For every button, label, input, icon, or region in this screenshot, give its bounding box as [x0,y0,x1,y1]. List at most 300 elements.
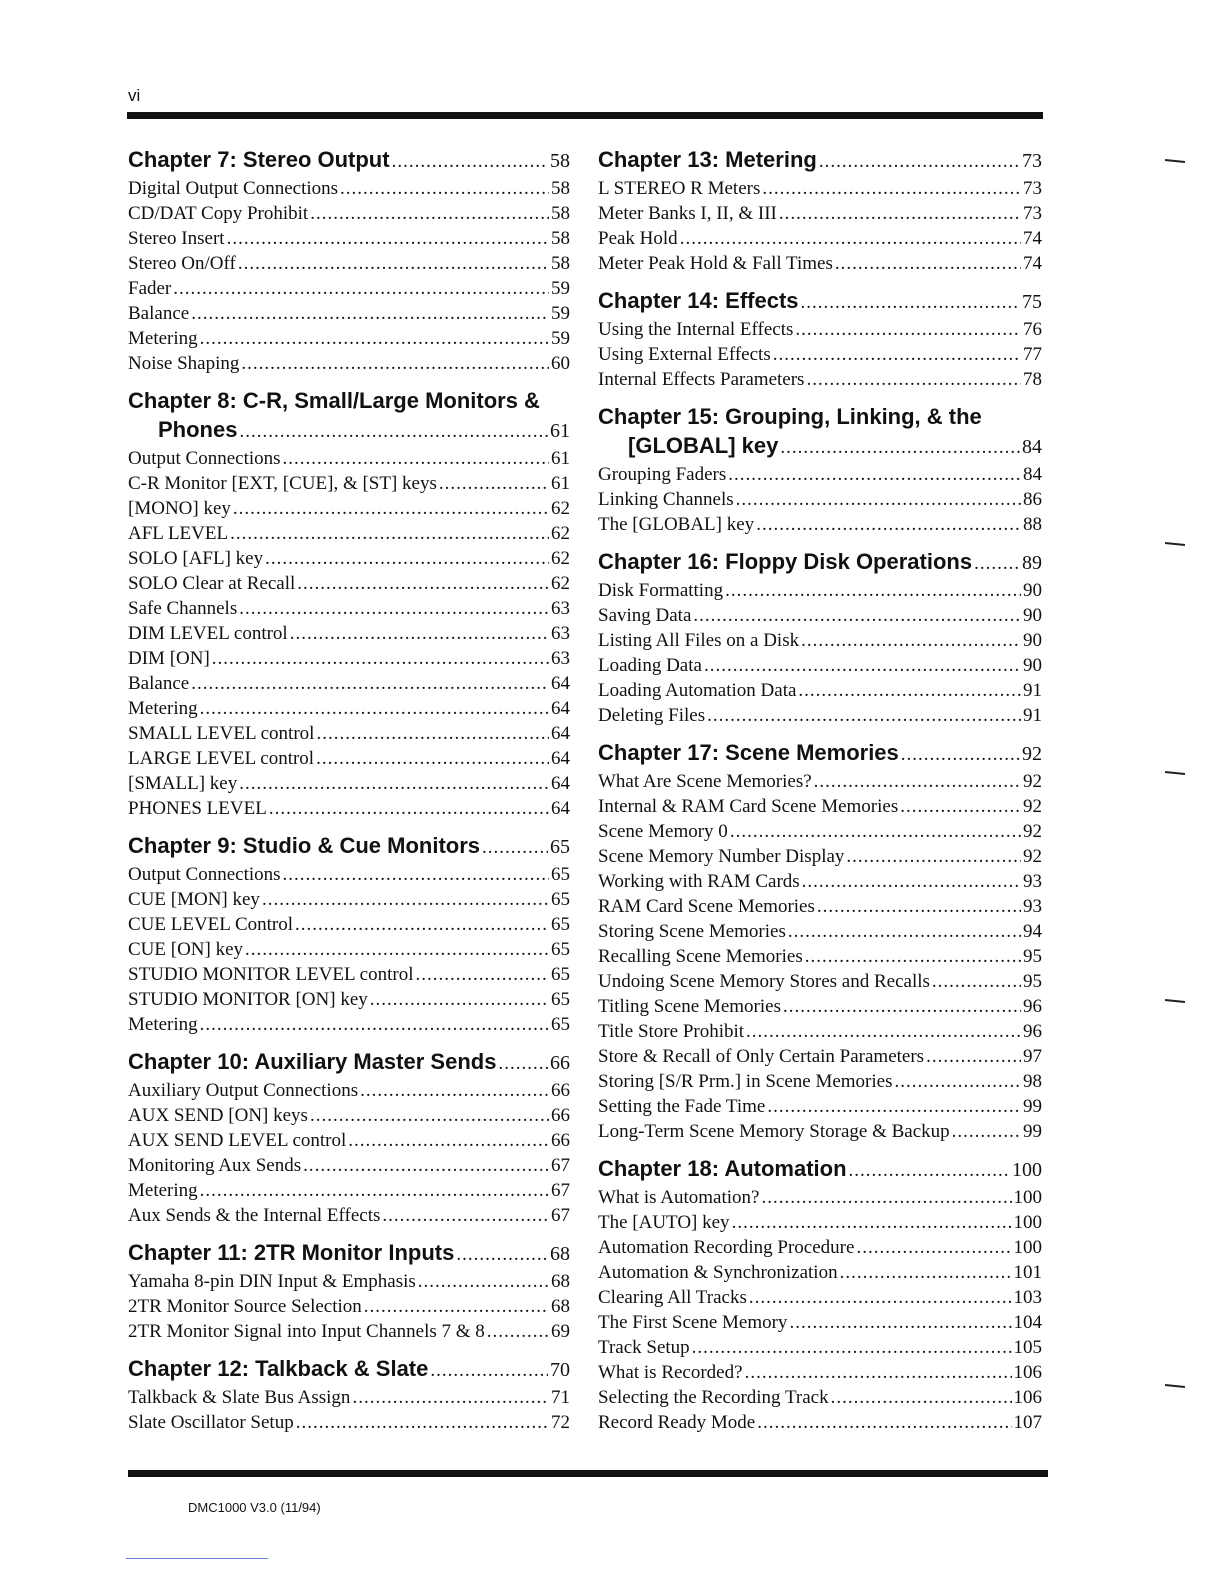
chapter-heading[interactable] [598,145,1042,176]
entry-page-number: 92 [1023,771,1042,792]
entry-page-number: 65 [551,939,570,960]
entry-label: Titling Scene Memories [598,996,781,1017]
chapter-page-number: 100 [1012,1159,1042,1181]
chapter-title-text: Chapter 17: Scene Memories [598,740,899,765]
toc-entry[interactable] [598,869,1042,894]
toc-entry[interactable] [128,862,570,887]
entry-page-number: 73 [1023,178,1042,199]
entry-label: Slate Oscillator Setup [128,1412,294,1433]
entry-page-number: 64 [551,773,570,794]
entry-label: Meter Peak Hold & Fall Times [598,253,833,274]
toc-entry[interactable] [128,771,570,796]
dot-leader [430,1356,548,1385]
toc-entry[interactable] [598,176,1042,201]
chapter-title-text: Chapter 16: Floppy Disk Operations [598,549,973,574]
toc-chapter [598,1154,1042,1435]
dot-leader [303,1153,549,1178]
dot-leader [382,1203,549,1228]
toc-entry[interactable] [598,251,1042,276]
dot-leader [773,342,1021,367]
dot-leader [498,1049,548,1078]
toc-entry[interactable] [128,1410,570,1435]
toc-entry[interactable] [598,1119,1042,1144]
entry-page-number: 69 [551,1321,570,1342]
footer-doc-id: DMC1000 V3.0 (11/94) [188,1500,321,1515]
entry-label: Record Ready Mode [598,1412,756,1433]
toc-entry[interactable] [598,919,1042,944]
toc-chapter [128,386,570,821]
toc-entry[interactable] [598,1235,1042,1260]
toc-entry[interactable] [128,987,570,1012]
dot-leader [756,512,1021,537]
entry-page-number: 107 [1013,1412,1042,1433]
entry-page-number: 64 [551,698,570,719]
toc-entry[interactable] [128,226,570,251]
toc-entry[interactable] [598,1310,1042,1335]
entry-label: Loading Data [598,655,702,676]
dot-leader [456,1240,548,1269]
entry-label: Storing Scene Memories [598,921,786,942]
entry-label: Automation & Synchronization [598,1262,838,1283]
entry-label: Metering [128,1180,198,1201]
toc-entry[interactable] [128,746,570,771]
dot-leader [239,596,549,621]
margin-tick [1165,772,1185,775]
entry-page-number: 61 [551,448,570,469]
entry-page-number: 59 [551,328,570,349]
entry-label: [SMALL] key [128,773,238,794]
dot-leader [316,746,549,771]
dot-leader [805,944,1021,969]
dot-leader [932,969,1021,994]
entry-page-number: 74 [1023,228,1042,249]
entry-page-number: 90 [1023,630,1042,651]
dot-leader [233,496,549,521]
entry-page-number: 77 [1023,344,1042,365]
dot-leader [835,251,1021,276]
entry-page-number: 58 [551,203,570,224]
entry-page-number: 62 [551,548,570,569]
dot-leader [704,653,1021,678]
entry-page-number: 88 [1023,514,1042,535]
dot-leader [819,147,1020,176]
toc-entry[interactable] [598,512,1042,537]
entry-label: Storing [S/R Prm.] in Scene Memories [598,1071,893,1092]
dot-leader [269,796,549,821]
entry-page-number: 64 [551,748,570,769]
dot-leader [814,769,1021,794]
entry-label: Aux Sends & the Internal Effects [128,1205,381,1226]
entry-page-number: 62 [551,573,570,594]
toc-entry[interactable] [128,301,570,326]
chapter-heading[interactable] [598,286,1042,317]
entry-page-number: 100 [1013,1187,1042,1208]
toc-chapter [128,145,570,376]
toc-entry[interactable] [598,703,1042,728]
toc-entry[interactable] [598,1385,1042,1410]
chapter-page-number: 61 [550,420,570,442]
toc-entry[interactable] [598,1019,1042,1044]
dot-leader [360,1078,549,1103]
toc-entry[interactable] [128,646,570,671]
chapter-heading[interactable] [128,831,570,862]
entry-page-number: 74 [1023,253,1042,274]
entry-label: Clearing All Tracks [598,1287,747,1308]
toc-entry[interactable] [598,844,1042,869]
chapter-title-text: Chapter 18: Automation [598,1156,847,1181]
dot-leader [849,1156,1010,1185]
chapter-title-text: Chapter 14: Effects [598,288,799,313]
dot-leader [736,487,1021,512]
chapter-page-number: 66 [550,1052,570,1074]
entry-page-number: 65 [551,889,570,910]
dot-leader [806,367,1021,392]
toc-entry[interactable] [598,794,1042,819]
entry-page-number: 103 [1013,1287,1042,1308]
dot-leader [245,937,549,962]
entry-label: What is Recorded? [598,1362,743,1383]
dot-leader [340,176,549,201]
dot-leader [418,1269,549,1294]
chapter-heading[interactable] [128,386,570,446]
entry-label: Meter Banks I, II, & III [598,203,777,224]
entry-label: The [AUTO] key [598,1212,730,1233]
dot-leader [801,628,1021,653]
toc-entry[interactable] [128,251,570,276]
toc-entry[interactable] [598,1410,1042,1435]
entry-label: Linking Channels [598,489,734,510]
toc-entry[interactable] [128,571,570,596]
entry-label: Automation Recording Procedure [598,1237,855,1258]
dot-leader [745,1360,1012,1385]
toc-entry[interactable] [598,462,1042,487]
entry-page-number: 95 [1023,946,1042,967]
dot-leader [789,1310,1011,1335]
toc-chapter [598,402,1042,537]
dot-leader [802,869,1021,894]
dot-leader [856,1235,1011,1260]
toc-entry[interactable] [598,201,1042,226]
toc-entry[interactable] [128,176,570,201]
entry-label: AFL LEVEL [128,523,229,544]
entry-label: The First Scene Memory [598,1312,788,1333]
entry-label: Scene Memory 0 [598,821,728,842]
chapter-heading[interactable] [128,1238,570,1269]
entry-page-number: 58 [551,178,570,199]
entry-label: SMALL LEVEL control [128,723,315,744]
entry-page-number: 63 [551,623,570,644]
entry-page-number: 100 [1013,1237,1042,1258]
dot-leader [795,317,1021,342]
entry-page-number: 64 [551,673,570,694]
chapter-page-number: 84 [1022,436,1042,458]
dot-leader [680,226,1021,251]
entry-page-number: 98 [1023,1071,1042,1092]
chapter-page-number: 89 [1022,552,1042,574]
entry-label: Auxiliary Output Connections [128,1080,359,1101]
entry-label: Stereo On/Off [128,253,236,274]
entry-page-number: 58 [551,228,570,249]
toc-chapter [128,1354,570,1435]
dot-leader [840,1260,1012,1285]
entry-page-number: 92 [1023,796,1042,817]
dot-leader [295,912,549,937]
entry-page-number: 67 [551,1180,570,1201]
toc-entry[interactable] [128,1269,570,1294]
entry-label: Undoing Scene Memory Stores and Recalls [598,971,930,992]
toc-entry[interactable] [598,578,1042,603]
dot-leader [780,433,1020,462]
dot-leader [487,1319,549,1344]
entry-label: CUE [MON] key [128,889,260,910]
dot-leader [191,301,549,326]
chapter-heading[interactable] [128,145,570,176]
dot-leader [798,678,1021,703]
entry-label: LARGE LEVEL control [128,748,315,769]
entry-label: Internal Effects Parameters [598,369,805,390]
toc-entry[interactable] [128,696,570,721]
entry-label: Metering [128,328,198,349]
chapter-heading[interactable] [598,1154,1042,1185]
dot-leader [173,276,549,301]
chapter-heading[interactable] [598,402,1042,462]
dot-leader [238,251,549,276]
toc-entry[interactable] [128,496,570,521]
entry-page-number: 106 [1013,1387,1042,1408]
toc-entry[interactable] [598,944,1042,969]
entry-label: RAM Card Scene Memories [598,896,815,917]
toc-entry[interactable] [128,937,570,962]
toc-entry[interactable] [128,1153,570,1178]
toc-entry[interactable] [598,487,1042,512]
entry-label: Track Setup [598,1337,690,1358]
dot-leader [227,226,549,251]
entry-label: Output Connections [128,448,281,469]
dot-leader [749,1285,1012,1310]
toc-entry[interactable] [598,1044,1042,1069]
dot-leader [283,862,549,887]
entry-page-number: 99 [1023,1121,1042,1142]
entry-page-number: 64 [551,798,570,819]
dot-leader [783,994,1021,1019]
entry-label: CUE [ON] key [128,939,244,960]
dot-leader [746,1019,1021,1044]
toc-entry[interactable] [128,1319,570,1344]
entry-label: Stereo Insert [128,228,225,249]
margin-tick [1165,543,1185,546]
chapter-heading[interactable] [598,547,1042,578]
entry-label: CD/DAT Copy Prohibit [128,203,309,224]
toc-entry[interactable] [128,596,570,621]
toc-entry[interactable] [598,1185,1042,1210]
dot-leader [900,794,1021,819]
entry-label: 2TR Monitor Signal into Input Channels 7 & 8 [128,1321,485,1342]
entry-page-number: 84 [1023,464,1042,485]
toc-entry[interactable] [598,653,1042,678]
toc-entry[interactable] [128,671,570,696]
entry-label: AUX SEND [ON] keys [128,1105,308,1126]
entry-label: Monitoring Aux Sends [128,1155,302,1176]
entry-label: Balance [128,303,190,324]
chapter-title-continuation: Phones [158,417,238,442]
dot-leader [239,771,549,796]
toc-entry[interactable] [598,603,1042,628]
entry-page-number: 99 [1023,1096,1042,1117]
dot-leader [926,1044,1021,1069]
dot-leader [728,462,1021,487]
toc-entry[interactable] [128,912,570,937]
entry-label: Metering [128,698,198,719]
entry-label: SOLO [AFL] key [128,548,264,569]
toc-entry[interactable] [128,446,570,471]
toc-entry[interactable] [128,1385,570,1410]
dot-leader [952,1119,1021,1144]
dot-leader [290,621,549,646]
entry-label: The [GLOBAL] key [598,514,755,535]
entry-label: PHONES LEVEL [128,798,267,819]
entry-label: Internal & RAM Card Scene Memories [598,796,899,817]
dot-leader [265,546,549,571]
toc-entry[interactable] [598,342,1042,367]
edge-line [126,1558,268,1559]
chapter-heading[interactable] [128,1354,570,1385]
entry-label: DIM [ON] [128,648,210,669]
entry-label: Disk Formatting [598,580,724,601]
entry-page-number: 66 [551,1130,570,1151]
toc-entry[interactable] [598,1335,1042,1360]
top-rule [127,112,1043,119]
entry-page-number: 93 [1023,896,1042,917]
entry-label: Selecting the Recording Track [598,1387,829,1408]
chapter-title-text: Chapter 9: Studio & Cue Monitors [128,833,480,858]
dot-leader [200,696,549,721]
toc-entry[interactable] [128,1294,570,1319]
entry-page-number: 76 [1023,319,1042,340]
toc-entry[interactable] [598,628,1042,653]
toc-chapter [128,831,570,1037]
toc-entry[interactable] [598,317,1042,342]
entry-page-number: 63 [551,598,570,619]
toc-entry[interactable] [598,894,1042,919]
toc-entry[interactable] [128,546,570,571]
entry-page-number: 65 [551,864,570,885]
entry-label: Listing All Files on a Disk [598,630,800,651]
dot-leader [482,833,548,862]
dot-leader [894,1069,1021,1094]
toc-entry[interactable] [128,201,570,226]
chapter-page-number: 92 [1022,743,1042,765]
toc-entry[interactable] [598,1210,1042,1235]
dot-leader [239,417,548,446]
toc-entry[interactable] [598,1094,1042,1119]
toc-entry[interactable] [128,276,570,301]
entry-label: 2TR Monitor Source Selection [128,1296,362,1317]
toc-entry[interactable] [128,887,570,912]
toc-entry[interactable] [598,678,1042,703]
entry-page-number: 62 [551,523,570,544]
toc-entry[interactable] [128,1012,570,1037]
dot-leader [352,1385,549,1410]
toc-entry[interactable] [128,1178,570,1203]
dot-leader [439,471,549,496]
toc-entry[interactable] [128,351,570,376]
chapter-page-number: 75 [1022,291,1042,313]
chapter-page-number: 70 [550,1359,570,1381]
chapter-title-text: Chapter 15: Grouping, Linking, & the [598,404,982,429]
toc-entry[interactable] [128,1103,570,1128]
entry-page-number: 66 [551,1105,570,1126]
toc-entry[interactable] [598,1260,1042,1285]
entry-page-number: 65 [551,964,570,985]
dot-leader [801,288,1020,317]
toc-entry[interactable] [128,621,570,646]
dot-leader [732,1210,1012,1235]
dot-leader [230,521,549,546]
toc-entry[interactable] [128,326,570,351]
chapter-heading[interactable] [128,1047,570,1078]
entry-label: SOLO Clear at Recall [128,573,296,594]
entry-label: CUE LEVEL Control [128,914,293,935]
toc-entry[interactable] [598,769,1042,794]
toc-entry[interactable] [598,969,1042,994]
entry-label: Grouping Faders [598,464,727,485]
toc-entry[interactable] [598,819,1042,844]
toc-entry[interactable] [598,994,1042,1019]
dot-leader [901,740,1020,769]
toc-entry[interactable] [598,1069,1042,1094]
toc-entry[interactable] [128,1128,570,1153]
entry-label: AUX SEND LEVEL control [128,1130,347,1151]
dot-leader [283,446,549,471]
entry-page-number: 58 [551,253,570,274]
toc-entry[interactable] [598,226,1042,251]
toc-chapter [128,1238,570,1344]
dot-leader [191,671,549,696]
toc-entry[interactable] [128,796,570,821]
entry-page-number: 63 [551,648,570,669]
dot-leader [297,571,549,596]
dot-leader [348,1128,549,1153]
toc-chapter [598,145,1042,276]
entry-label: What Are Scene Memories? [598,771,812,792]
chapter-title-text: Chapter 7: Stereo Output [128,147,390,172]
chapter-heading[interactable] [598,738,1042,769]
entry-label: STUDIO MONITOR LEVEL control [128,964,414,985]
entry-label: Using External Effects [598,344,771,365]
toc-entry[interactable] [598,1360,1042,1385]
entry-page-number: 97 [1023,1046,1042,1067]
toc-chapter [128,1047,570,1228]
dot-leader [200,326,549,351]
toc-entry[interactable] [128,1078,570,1103]
chapter-title-text: Chapter 10: Auxiliary Master Sends [128,1049,497,1074]
toc-entry[interactable] [128,962,570,987]
toc-entry[interactable] [128,721,570,746]
entry-label: Yamaha 8-pin DIN Input & Emphasis [128,1271,416,1292]
dot-leader [779,201,1021,226]
toc-chapter [598,286,1042,392]
dot-leader [262,887,549,912]
dot-leader [725,578,1021,603]
toc-entry[interactable] [598,1285,1042,1310]
toc-entry[interactable] [598,367,1042,392]
toc-entry[interactable] [128,1203,570,1228]
toc-entry[interactable] [128,471,570,496]
toc-entry[interactable] [128,521,570,546]
entry-label: Saving Data [598,605,692,626]
entry-label: Safe Channels [128,598,238,619]
entry-label: Metering [128,1014,198,1035]
